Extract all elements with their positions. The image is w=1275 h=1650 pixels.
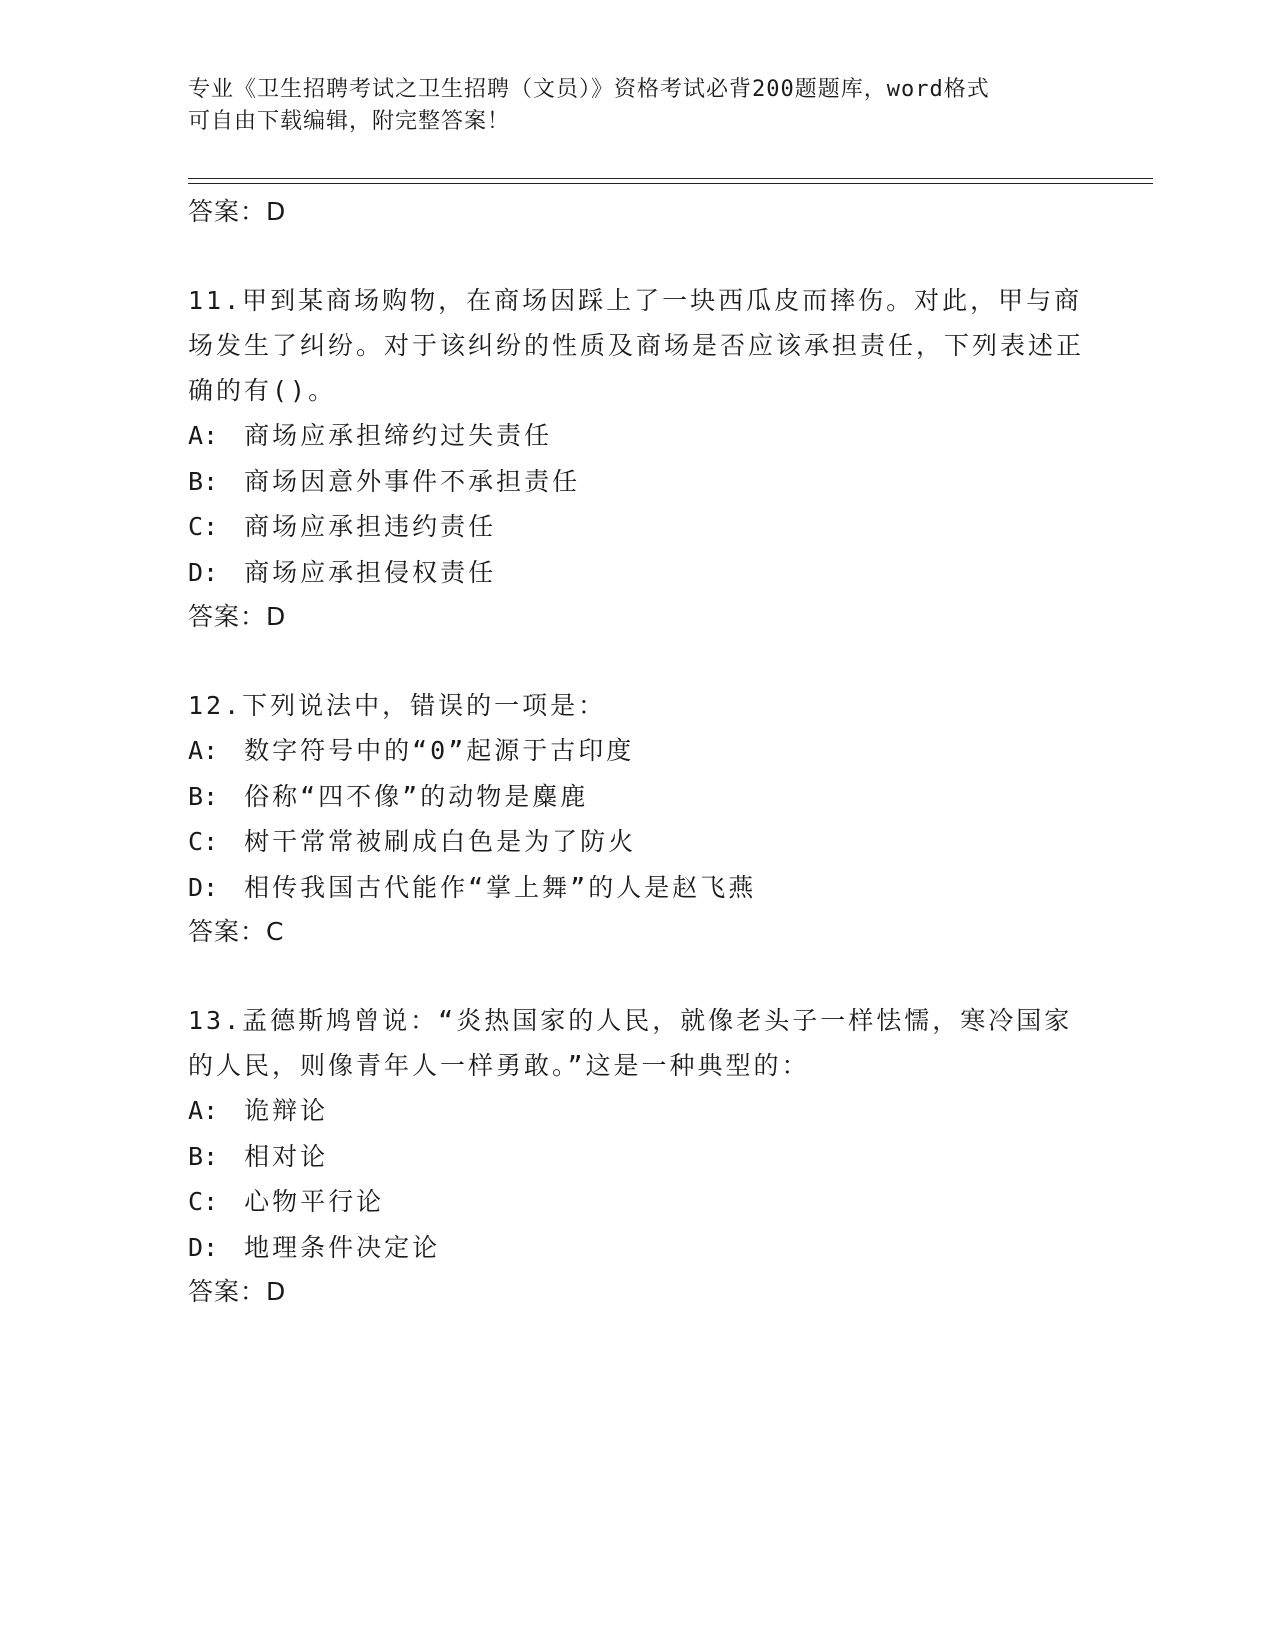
document-header [188,74,1068,138]
option-text: 心物平行论 [244,1187,385,1216]
option-text: 相对论 [244,1141,329,1171]
option-key: D: [188,1232,219,1262]
option-c [188,504,1088,550]
option-d [188,1225,1088,1271]
option-text: 相传我国古代能作“掌上舞”的人是赵飞燕 [244,872,757,902]
question-stem: 13.孟德斯鸠曾说：“炎热国家的人民，就像老头子一样怯懦，寒冷国家的人民，则像青年人一样勇敢。”这是一种典型的： [188,1006,1073,1080]
answer-line: 答案：C [188,917,285,946]
question-12 [188,683,1088,954]
header-line-1: 专业《卫生招聘考试之卫生招聘（文员）》资格考试必背200题题库，word格式 [188,77,990,102]
question-11 [188,278,1088,639]
question-stem: 12.下列说法中，错误的一项是： [188,691,607,720]
option-key: B: [188,466,219,496]
answer-line: 答案：D [188,1277,287,1306]
answer-line: 答案：D [188,197,287,226]
question-13 [188,998,1088,1314]
option-text: 地理条件决定论 [244,1232,441,1262]
option-b [188,459,1088,505]
option-c [188,819,1088,865]
option-text: 商场应承担侵权责任 [244,557,497,587]
option-key: A: [188,736,219,765]
option-key: B: [188,781,219,811]
option-b [188,1134,1088,1180]
option-text: 商场应承担缔约过失责任 [244,421,553,450]
option-c [188,1179,1088,1225]
option-key: D: [188,557,219,587]
option-d [188,865,1088,911]
header-divider-bottom [188,183,1153,184]
option-text: 商场应承担违约责任 [244,512,497,541]
option-text: 树干常常被刷成白色是为了防火 [244,827,637,856]
answer-line: 答案：D [188,602,287,631]
option-key: A: [188,1096,219,1125]
option-key: B: [188,1141,219,1171]
option-text: 诡辩论 [244,1096,329,1125]
option-key: C: [188,827,219,856]
option-d [188,550,1088,596]
option-key: C: [188,1187,219,1216]
option-text: 数字符号中的“0”起源于古印度 [244,736,635,765]
option-a [188,728,1088,774]
option-key: A: [188,421,219,450]
option-key: C: [188,512,219,541]
option-text: 商场因意外事件不承担责任 [244,466,581,496]
option-b [188,774,1088,820]
document-body [188,190,1088,1314]
header-line-2: 可自由下载编辑，附完整答案！ [188,109,511,134]
question-stem: 11.甲到某商场购物，在商场因踩上了一块西瓜皮而摔伤。对此，甲与商场发生了纠纷。对于该纠纷的性质及商场是否应该承担责任，下列表述正确的有()。 [188,286,1085,405]
header-divider-top [188,178,1153,179]
option-a [188,1088,1088,1134]
option-a [188,413,1088,459]
option-text: 俗称“四不像”的动物是麋鹿 [244,781,589,811]
option-key: D: [188,872,219,902]
